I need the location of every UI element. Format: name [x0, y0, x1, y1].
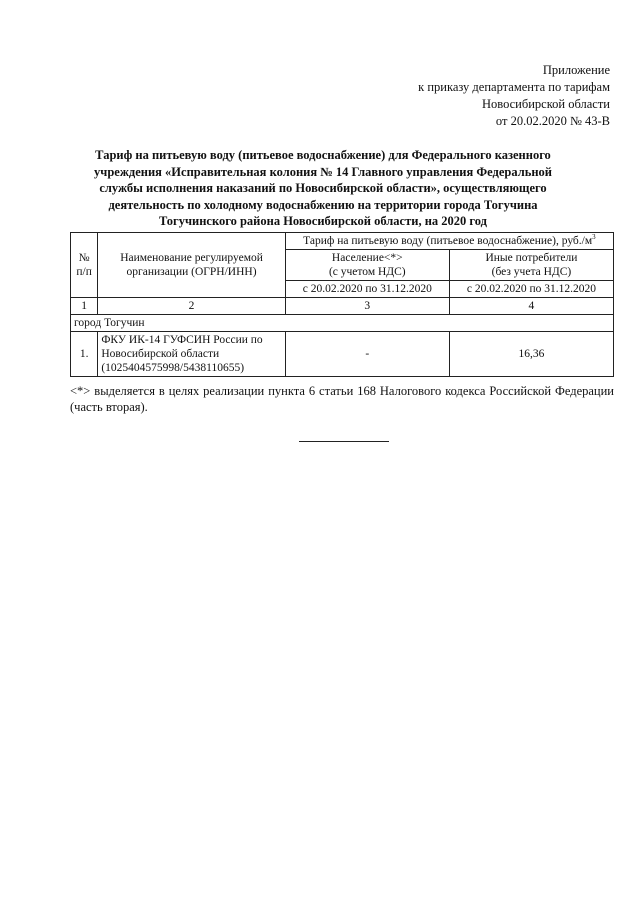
index-cell: 1: [71, 298, 98, 315]
appendix-line: Приложение: [542, 63, 610, 77]
index-cell: 2: [98, 298, 285, 315]
period-other: с 20.02.2020 по 31.12.2020: [449, 281, 613, 298]
table-row: [71, 332, 614, 377]
city-cell: город Тогучин: [71, 315, 614, 332]
appendix-line: Новосибирской области: [481, 97, 610, 111]
header-other-label: Иные потребители: [485, 252, 578, 264]
index-cell: 3: [285, 298, 449, 315]
header-tariff: [285, 233, 613, 250]
appendix-block: [418, 62, 610, 130]
tariff-table: [70, 232, 614, 377]
header-tariff-sup: 3: [592, 233, 596, 242]
row-other-tariff: 16,36: [449, 332, 613, 377]
header-organization: Наименование регулируемой организации (ОГРН/ИНН): [98, 233, 285, 298]
header-other: [449, 250, 613, 281]
header-other-vat: (без учета НДС): [491, 266, 572, 278]
header-tariff-text: Тариф на питьевую воду (питьевое водоснабжение), руб./м: [303, 235, 593, 247]
appendix-line: к приказу департамента по тарифам: [418, 80, 610, 94]
row-population-tariff: -: [285, 332, 449, 377]
period-population: с 20.02.2020 по 31.12.2020: [285, 281, 449, 298]
document-title: Тариф на питьевую воду (питьевое водоснабжение) для Федерального казенного учреждения «Исправительная колония № 14 Главного управления Федеральной службы исполнения наказаний по Новосибирской области», осуществляющего деятельность по холодному водоснабжению на территории города Тогучина Тогучинского района Новосибирской области, на 2020 год: [94, 148, 552, 228]
row-organization: ФКУ ИК-14 ГУФСИН России по Новосибирской области (1025404575998/5438110655): [98, 332, 285, 377]
table-index-row: [71, 298, 614, 315]
row-number: 1.: [71, 332, 98, 377]
footnote: <*> выделяется в целях реализации пункта 6 статьи 168 Налогового кодекса Российской Федерации (часть вторая).: [70, 384, 614, 414]
header-number: № п/п: [71, 233, 98, 298]
table-city-row: [71, 315, 614, 332]
closing-rule: [299, 441, 389, 442]
header-population-vat: (с учетом НДС): [328, 266, 406, 278]
header-population-label: Население<*>: [331, 252, 403, 264]
table-header-row: [71, 233, 614, 250]
appendix-line: от 20.02.2020 № 43-В: [495, 114, 610, 128]
header-population: [285, 250, 449, 281]
index-cell: 4: [449, 298, 613, 315]
